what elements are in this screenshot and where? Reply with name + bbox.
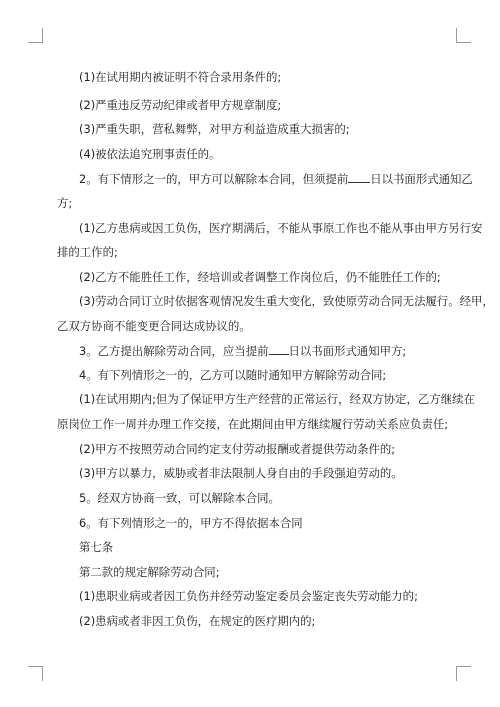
clause-text: 5。经双方协商一致，可以解除本合同。 xyxy=(79,491,280,505)
clause-text: 6。有下列情形之一的，甲方不得依据本合同 xyxy=(79,516,303,530)
clause-text: 日以书面形式通知乙 xyxy=(370,172,473,186)
fill-in-blank xyxy=(348,171,370,183)
clause-text: 3。乙方提出解除劳动合同，应当提前 xyxy=(79,344,269,358)
clause-heading-line xyxy=(79,171,473,186)
clause-text: (3)劳动合同订立时依据客观情况发生重大变化，致使原劳动合同无法履行。经甲， xyxy=(79,294,494,308)
fill-in-blank xyxy=(269,343,289,355)
clause-text: (1)在试用期内被证明不符合录用条件的; xyxy=(79,70,282,84)
corner-mark-bottom-right xyxy=(456,666,471,681)
clause-text: 排的工作的; xyxy=(57,245,118,259)
clause-text: (1)在试用期内;但为了保证甲方生产经营的正常运行，经双方协定，乙方继续在 xyxy=(79,392,475,406)
clause-text: (2)甲方不按照劳动合同约定支付劳动报酬或者提供劳动条件的; xyxy=(79,442,396,456)
corner-mark-top-right xyxy=(456,28,471,43)
clause-text: 4。有下列情形之一的，乙方可以随时通知甲方解除劳动合同; xyxy=(79,368,387,382)
clause-text: (1)乙方患病或因工负伤，医疗期满后，不能从事原工作也不能从事由甲方另行安 xyxy=(79,221,483,235)
corner-mark-top-left xyxy=(28,28,43,43)
clause-text: (2)患病或者非因工负伤，在规定的医疗期内的; xyxy=(79,614,316,628)
clause-text: 日以书面形式通知甲方; xyxy=(288,344,407,358)
corner-mark-bottom-left xyxy=(28,666,43,681)
clause-text: (4)被依法追究刑事责任的。 xyxy=(79,147,221,161)
clause-text: 2。有下情形之一的，甲方可以解除本合同，但须提前 xyxy=(79,172,349,186)
clause-text: 乙双方协商不能变更合同达成协议的。 xyxy=(57,319,251,333)
clause-text: (2)乙方不能胜任工作，经培训或者调整工作岗位后，仍不能胜任工作的; xyxy=(79,270,441,284)
clause-text: (1)患职业病或者因工负伤并经劳动鉴定委员会鉴定丧失劳动能力的; xyxy=(79,589,418,603)
clause-text: 方; xyxy=(57,196,73,210)
clause-heading-line xyxy=(79,343,406,358)
clause-text: 第二款的规定解除劳动合同; xyxy=(79,565,220,579)
clause-text: (2)严重违反劳动纪律或者甲方规章制度; xyxy=(79,98,282,112)
article-heading: 第七条 xyxy=(79,540,114,554)
clause-text: (3)严重失职，营私舞弊，对甲方利益造成重大损害的; xyxy=(79,122,350,136)
clause-text: 原岗位工作一周并办理工作交接，在此期间由甲方继续履行劳动关系应负责任; xyxy=(57,417,449,431)
clause-text: (3)甲方以暴力，威胁或者非法限制人身自由的手段强迫劳动的。 xyxy=(79,466,403,480)
